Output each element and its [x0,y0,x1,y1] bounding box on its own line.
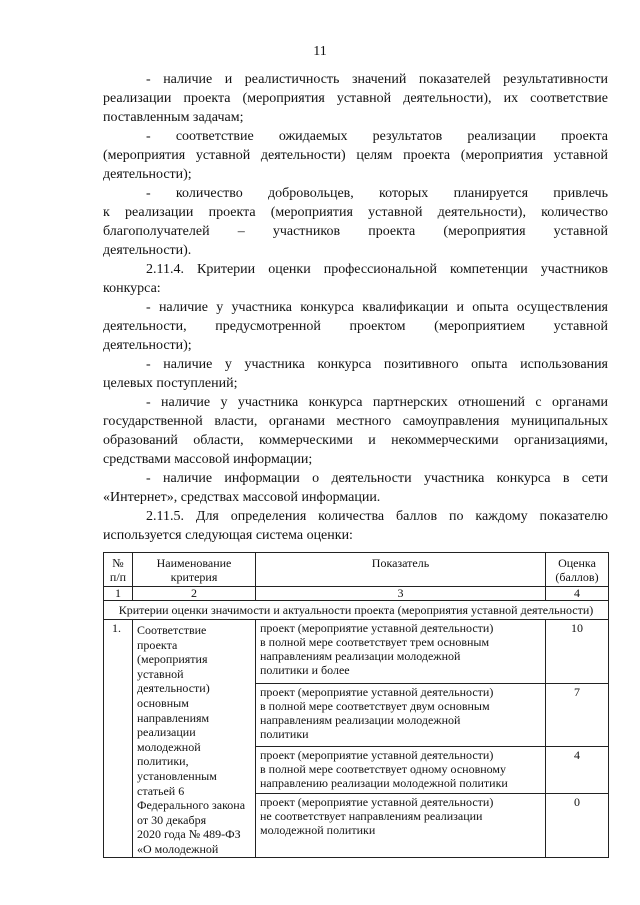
text-line: 2.11.4. Критерии оценки профессиональной компетенции участников [146,262,608,277]
points-value: 0 [546,793,609,857]
text-line: благополучателей – участников проекта (мероприятия уставной [103,224,608,239]
page-number: 11 [313,44,327,59]
indicator-line: проект (мероприятие уставной деятельности) [260,794,494,809]
text-line: конкурса: [103,281,161,296]
indicator-line: проект (мероприятие уставной деятельности) [260,748,494,763]
text-line: реализации проекта (мероприятия уставной деятельности), их соответствие [103,91,608,106]
header-points: Оценка (баллов) [546,553,609,587]
header-number: № п/п [104,553,133,587]
criterion-line: политики, [137,754,189,769]
text-line: деятельности, предусмотренной проектом (мероприятием уставной [103,319,608,334]
text-line: - наличие у участника конкурса квалификации и опыта осуществления [146,300,608,315]
text-line: целевых поступлений; [103,376,238,391]
indicator-cell [256,793,546,857]
criterion-line: установленным [137,768,217,783]
criterion-line: «О молодежной [137,841,219,856]
criterion-line: (мероприятия [137,652,208,667]
criterion-line: деятельности) [137,681,210,696]
criterion-line: основным [137,695,189,710]
criterion-line: уставной [137,666,184,681]
text-line: средствами массовой информации; [103,452,313,467]
indicator-cell [256,620,546,684]
text-line: (мероприятия уставной деятельности) целям проекта (мероприятия уставной [103,148,608,163]
criterion-line: от 30 декабря [137,812,207,827]
column-number: 4 [546,587,609,601]
text-line: образований области, коммерческими и некоммерческими организациями, [103,433,608,448]
indicator-cell [256,683,546,747]
indicator-line: направлениям реализации молодежной [260,712,461,727]
indicator-cell [256,747,546,794]
text-line: деятельности). [103,243,192,258]
text-line: - количество добровольцев, которых планируется привлечь [146,186,608,201]
text-line: деятельности); [103,167,192,182]
indicator-line: в полной мере соответствует двум основным [260,698,490,713]
scoring-table [103,552,609,858]
criterion-name [133,620,256,858]
points-value: 4 [546,747,609,794]
criterion-line: статьей 6 [137,783,185,798]
text-line: деятельности); [103,338,192,353]
criterion-line: молодежной [137,739,201,754]
points-value: 7 [546,683,609,747]
indicator-line: политики и более [260,663,350,677]
criterion-line: реализации [137,725,196,740]
text-line: - наличие и реалистичность значений показателей результативности [146,72,608,87]
header-criterion: Наименование критерия [133,553,256,587]
section-title: Критерии оценки значимости и актуальности проекта (мероприятия уставной деятельности) [104,601,609,620]
points-value: 10 [546,620,609,684]
column-number: 3 [256,587,546,601]
text-line: поставленным задачам; [103,110,244,125]
text-line: государственной власти, органами местного самоуправления муниципальных [103,414,608,429]
indicator-line: не соответствует направлениям реализации [260,808,483,823]
indicator-line: проект (мероприятие уставной деятельности) [260,621,494,635]
indicator-line: проект (мероприятие уставной деятельности) [260,684,494,699]
criterion-line: Федерального закона [137,798,246,813]
text-line: - наличие у участника конкурса партнерских отношений с органами [146,395,608,410]
text-line: «Интернет», средствах массовой информации. [103,490,381,505]
column-number: 1 [104,587,133,601]
criterion-line: проекта [137,637,178,652]
indicator-line: направлениям реализации молодежной [260,649,461,663]
indicator-line: в полной мере соответствует одному основному [260,762,507,777]
column-number: 2 [133,587,256,601]
text-line: - соответствие ожидаемых результатов реализации проекта [146,129,608,144]
text-line: - наличие информации о деятельности участника конкурса в сети [146,471,608,486]
text-line: к реализации проекта (мероприятия уставной деятельности), количество [103,205,608,220]
criterion-line: направлениям [137,710,210,725]
indicator-line: направлению реализации молодежной политики [260,776,508,791]
text-line: используется следующая система оценки: [103,528,353,543]
indicator-line: в полной мере соответствует трем основным [260,635,490,649]
text-line: 2.11.5. Для определения количества баллов по каждому показателю [146,509,608,524]
criterion-line: Соответствие [137,623,207,637]
criterion-line: 2020 года № 489-ФЗ [137,827,241,842]
header-indicator: Показатель [256,553,546,587]
row-number: 1. [104,620,133,858]
text-line: - наличие у участника конкурса позитивного опыта использования [146,357,608,372]
indicator-line: молодежной политики [260,822,376,837]
indicator-line: политики [260,726,309,741]
